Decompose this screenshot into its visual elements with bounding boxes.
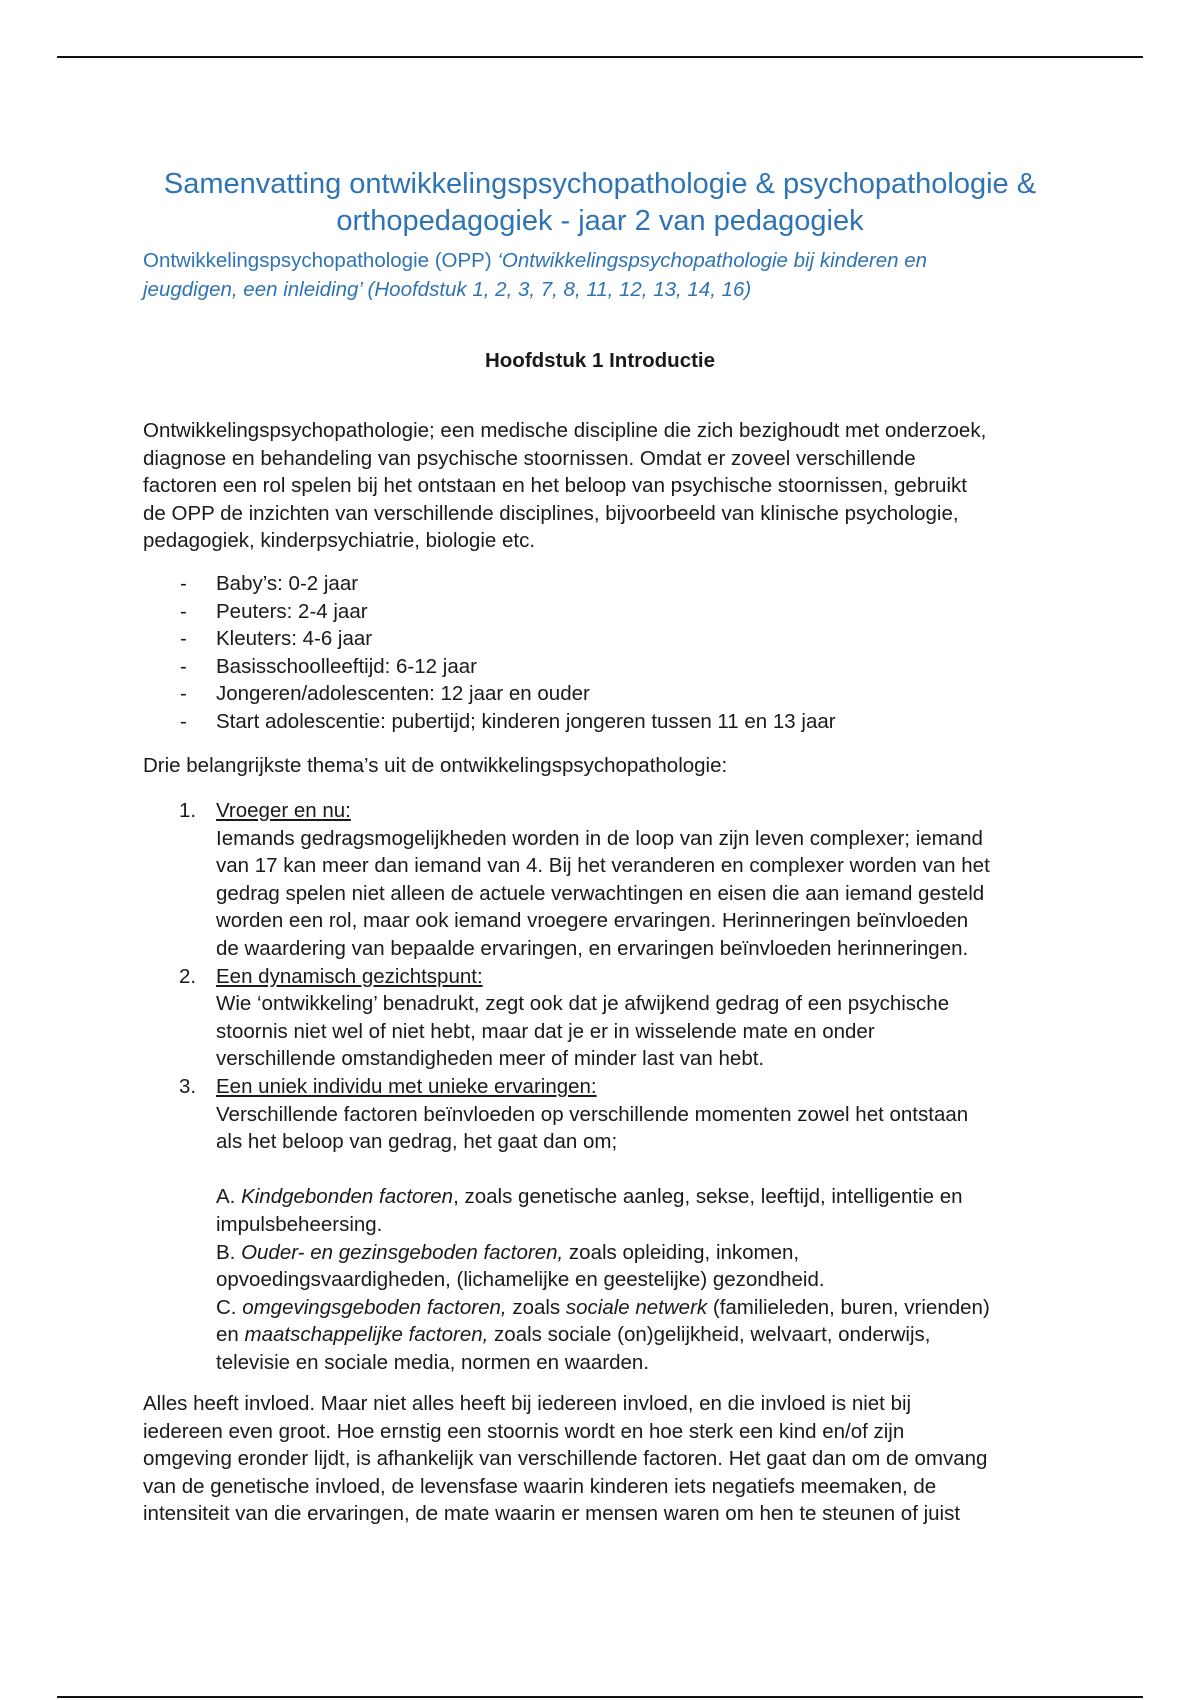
text-line: diagnose en behandeling van psychische stoornissen. Omdat er zoveel verschillende [143, 446, 916, 470]
list-item [143, 708, 1073, 736]
text-line: omgeving eronder lijdt, is afhankelijk van verschillende factoren. Het gaat dan om de omvang [143, 1447, 988, 1471]
text-line: impulsbeheersing. [216, 1212, 383, 1236]
list-item-text: Kleuters: 4-6 jaar [216, 627, 373, 651]
closing-paragraph [143, 1390, 1073, 1528]
top-rule [57, 56, 1143, 58]
text-line: verschillende omstandigheden meer of minder last van hebt. [216, 1047, 765, 1071]
factor-term: sociale netwerk [565, 1295, 708, 1319]
title-line: orthopedagogiek - jaar 2 van pedagogiek [336, 205, 864, 237]
theme-item [143, 963, 1073, 1073]
item-number: 1. [179, 799, 197, 822]
text-line: de OPP de inzichten van verschillende disciplines, bijvoorbeeld van klinische psychologie, [143, 501, 959, 525]
themes-numbered-list [143, 797, 1073, 1376]
subtitle-line [143, 275, 1103, 304]
factor-term: maatschappelijke factoren, [244, 1323, 489, 1347]
factor-text: zoals opleiding, inkomen, [563, 1240, 800, 1264]
factor-text: , zoals genetische aanleg, sekse, leeftijd, intelligentie en [453, 1185, 963, 1209]
text-line: iedereen even groot. Hoe ernstig een stoornis wordt en hoe sterk een kind en/of zijn [143, 1419, 905, 1443]
list-item [143, 653, 1073, 681]
text-line: televisie en sociale media, normen en waarden. [216, 1350, 650, 1374]
theme-title: Een uniek individu met unieke ervaringen: [216, 1074, 597, 1098]
text-line: van 17 kan meer dan iemand van 4. Bij het veranderen en complexer worden van het [216, 854, 990, 878]
theme-title: Vroeger en nu: [216, 799, 351, 822]
text-line [216, 1321, 1073, 1349]
bottom-rule [57, 1696, 1143, 1698]
bullet-dash: - [180, 654, 187, 678]
factor-label: B. [216, 1240, 242, 1264]
theme-item [143, 1073, 1073, 1377]
bullet-dash: - [180, 599, 187, 623]
text-line: gedrag spelen niet alleen de actuele verwachtingen en eisen die aan iemand gesteld [216, 881, 985, 905]
text-line: Ontwikkelingspsychopathologie; een medische discipline die zich bezighoudt met onderzoek, [143, 419, 987, 442]
text-line: factoren een rol spelen bij het ontstaan en het beloop van psychische stoornissen, gebruikt [143, 474, 967, 498]
text-line: pedagogiek, kinderpsychiatrie, biologie etc. [143, 529, 536, 553]
list-item [143, 598, 1073, 626]
list-item-text: Basisschoolleeftijd: 6-12 jaar [216, 654, 477, 678]
factor-text: zoals sociale (on)gelijkheid, welvaart, onderwijs, [488, 1323, 931, 1347]
text-line: Iemands gedragsmogelijkheden worden in de loop van zijn leven complexer; iemand [216, 826, 983, 850]
chapter-heading: Hoofdstuk 1 Introductie [484, 349, 716, 372]
text-line: Alles heeft invloed. Maar niet alles heeft bij iedereen invloed, en die invloed is niet bij [143, 1392, 912, 1415]
factor-text: zoals [506, 1295, 566, 1319]
text-line: opvoedingsvaardigheden, (lichamelijke en geestelijke) gezondheid. [216, 1268, 825, 1292]
factor-a [216, 1183, 1073, 1211]
intro-paragraph [143, 417, 1073, 555]
theme-title: Een dynamisch gezichtspunt: [216, 964, 483, 988]
bullet-dash: - [180, 709, 187, 733]
list-item-text: Jongeren/adolescenten: 12 jaar en ouder [216, 682, 590, 706]
factor-term: Ouder- en gezinsgeboden factoren, [241, 1240, 564, 1264]
text-line: Drie belangrijkste thema’s uit de ontwikkelingspsychopathologie: [143, 754, 728, 777]
factor-term: omgevingsgeboden factoren, [242, 1295, 507, 1319]
age-bullet-list [143, 570, 1073, 736]
bullet-dash: - [180, 682, 187, 706]
text-line: de waardering van bepaalde ervaringen, en ervaringen beïnvloeden herinneringen. [216, 936, 969, 960]
list-item-text: Peuters: 2-4 jaar [216, 599, 368, 623]
subtitle-normal: Ontwikkelingspsychopathologie (OPP) [143, 249, 498, 272]
bullet-dash: - [180, 627, 187, 651]
factor-c [216, 1294, 1073, 1322]
text-line: Wie ‘ontwikkeling’ benadrukt, zegt ook dat je afwijkend gedrag of een psychische [216, 992, 950, 1016]
factor-text: en [216, 1323, 245, 1347]
item-number: 3. [179, 1074, 197, 1098]
theme-item [143, 797, 1073, 963]
factor-b [216, 1239, 1073, 1267]
blank-line [216, 1156, 1073, 1184]
title-line: Samenvatting ontwikkelingspsychopathologie & psychopathologie & [163, 168, 1037, 200]
factor-term: Kindgebonden factoren [241, 1185, 454, 1209]
list-item [143, 570, 1073, 598]
themes-intro [143, 752, 1073, 780]
text-line: als het beloop van gedrag, het gaat dan om; [216, 1130, 618, 1154]
subtitle-italic: ‘Ontwikkelingspsychopathologie bij kinderen en [497, 249, 927, 272]
document-subtitle [143, 246, 1103, 304]
item-number: 2. [179, 964, 197, 988]
bullet-dash: - [180, 572, 187, 595]
subtitle-italic: jeugdigen, een inleiding’ (Hoofdstuk 1, 2, 3, 7, 8, 11, 12, 13, 14, 16) [143, 278, 752, 301]
factor-text: (familieleden, buren, vrienden) [707, 1295, 990, 1319]
list-item-text: Start adolescentie: pubertijd; kinderen jongeren tussen 11 en 13 jaar [216, 709, 836, 733]
text-line: intensiteit van die ervaringen, de mate waarin er mensen waren om hen te steunen of juist [143, 1502, 961, 1526]
factor-label: A. [216, 1185, 242, 1209]
text-line: Verschillende factoren beïnvloeden op verschillende momenten zowel het ontstaan [216, 1102, 969, 1126]
factor-label: C. [216, 1295, 243, 1319]
subtitle-line [143, 246, 1103, 275]
document-title [130, 166, 1070, 240]
text-line: worden een rol, maar ook iemand vroegere ervaringen. Herinneringen beïnvloeden [216, 909, 969, 933]
list-item [143, 680, 1073, 708]
text-line: stoornis niet wel of niet hebt, maar dat je er in wisselende mate en onder [216, 1019, 875, 1043]
list-item-text: Baby’s: 0-2 jaar [216, 572, 359, 595]
list-item [143, 625, 1073, 653]
text-line: van de genetische invloed, de levensfase waarin kinderen iets negatiefs meemaken, de [143, 1474, 937, 1498]
